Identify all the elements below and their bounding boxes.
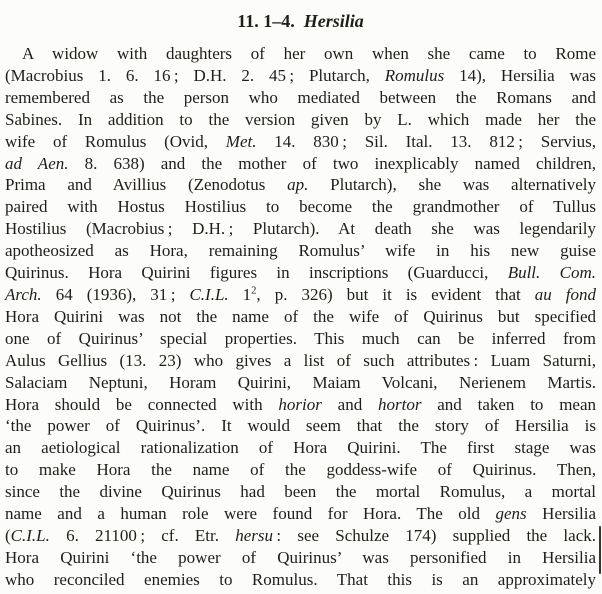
text-segment: ( [5,525,11,545]
text-line [5,394,596,416]
text-segment: Plutarch), she was alternatively [308,175,597,195]
section-title: Hersilia [303,11,364,31]
italic-text: au fond [534,284,596,304]
italic-text: Met. [225,131,257,151]
text-segment: Prima and Avillius (Zenodotus [5,175,288,195]
text-line [5,43,596,65]
text-line [5,415,596,437]
scan-edge-artifact [599,526,601,574]
text-line [5,87,596,109]
text-segment: Aulus Gellius (13. 23) who gives a list of such attributes : Luam Saturni, [5,350,596,370]
text-line [5,328,596,350]
text-segment: Hostilius (Macrobius ; D.H. ; Plutarch). At death she was legendarily [5,219,596,239]
text-segment: 8. 638) and the mother of two inexplicably named children, [68,153,596,173]
text-line [5,569,596,591]
text-segment: Hersilia [526,504,596,524]
italic-text: ap. [287,175,309,195]
text-line [5,284,596,306]
text-segment: and taken to mean [421,394,597,414]
text-segment: (Macrobius 1. 6. 16 ; D.H. 2. 45 ; Plutarch, [5,65,385,85]
commentary-paragraph [5,43,596,591]
italic-text: gens [495,504,527,524]
text-segment: Hora should be connected with [5,394,279,414]
text-line [5,240,596,262]
text-segment: Hora Quirini ‘the power of Quirinus’ was personified in Hersilia [5,547,596,567]
text-segment: who reconciled enemies to Romulus. That this is an approximately [5,569,596,589]
italic-text: C.I.L. [10,525,50,545]
text-line [5,131,596,153]
text-line [5,459,596,481]
section-heading [5,10,596,32]
text-line [5,525,596,547]
text-segment: an aetiological rationalization of Hora Quirini. The first stage was [5,438,596,458]
text-line [5,196,596,218]
text-segment: name and a human role were found for Hora. The old [5,504,496,524]
italic-text: hortor [378,394,422,414]
text-segment: to make Hora the name of the goddess-wife of Quirinus. Then, [5,460,596,480]
text-line [5,350,596,372]
italic-text: ad Aen. [5,153,69,173]
text-segment: 1 [228,284,252,304]
text-line [5,65,596,87]
text-segment: 14. 830 ; Sil. Ital. 13. 812 ; Servius, [256,131,596,151]
text-line [5,437,596,459]
text-line [5,218,596,240]
text-line [5,306,596,328]
superscript-text: 2 [251,285,257,297]
text-segment: Hora Quirini was not the name of the wife of Quirinus but specified [5,306,596,326]
text-line [5,547,596,569]
text-segment: since the divine Quirinus had been the mortal Romulus, a mortal [5,482,596,502]
text-segment: and [321,394,379,414]
text-segment: ‘the power of Quirinus’. It would seem that the story of Hersilia is [5,416,596,436]
text-segment: 14), Hersilia was [444,65,597,85]
italic-text: Arch. [5,284,42,304]
text-segment: apotheosized as Hora, remaining Romulus’ wife in his new guise [5,241,596,261]
text-segment: Sabines. In addition to the version given by L. which made her the [5,109,596,129]
text-line [5,262,596,284]
text-segment: , p. 326) but it is evident that [256,284,535,304]
italic-text: horior [278,394,322,414]
italic-text: hersu [235,525,273,545]
text-line [5,503,596,525]
text-segment: A widow with daughters of her own when she came to Rome [22,44,596,63]
italic-text: Romulus [384,65,445,85]
italic-text: C.I.L. [189,284,229,304]
italic-text: Bull. Com. [507,263,596,283]
text-line [5,153,596,175]
text-segment: paired with Hostus Hostilius to become the grandmother of Tullus [5,197,596,217]
text-line [5,372,596,394]
section-number: 11. 1–4. [237,11,295,31]
text-segment: wife of Romulus (Ovid, [5,131,226,151]
text-segment: 6. 21100 ; cf. Etr. [49,525,236,545]
text-segment: remembered as the person who mediated between the Romans and [5,87,596,107]
text-line [5,174,596,196]
text-segment: Salaciam Neptuni, Horam Quirini, Maiam Volcani, Nerienem Martis. [5,372,596,392]
text-line [5,481,596,503]
text-segment: one of Quirinus’ special properties. This much can be inferred from [5,328,596,348]
text-segment: : see Schulze 174) supplied the lack. [273,525,596,545]
text-segment: Quirinus. Hora Quirini figures in inscriptions (Guarducci, [5,263,508,283]
text-line [5,109,596,131]
text-segment: 64 (1936), 31 ; [41,284,190,304]
